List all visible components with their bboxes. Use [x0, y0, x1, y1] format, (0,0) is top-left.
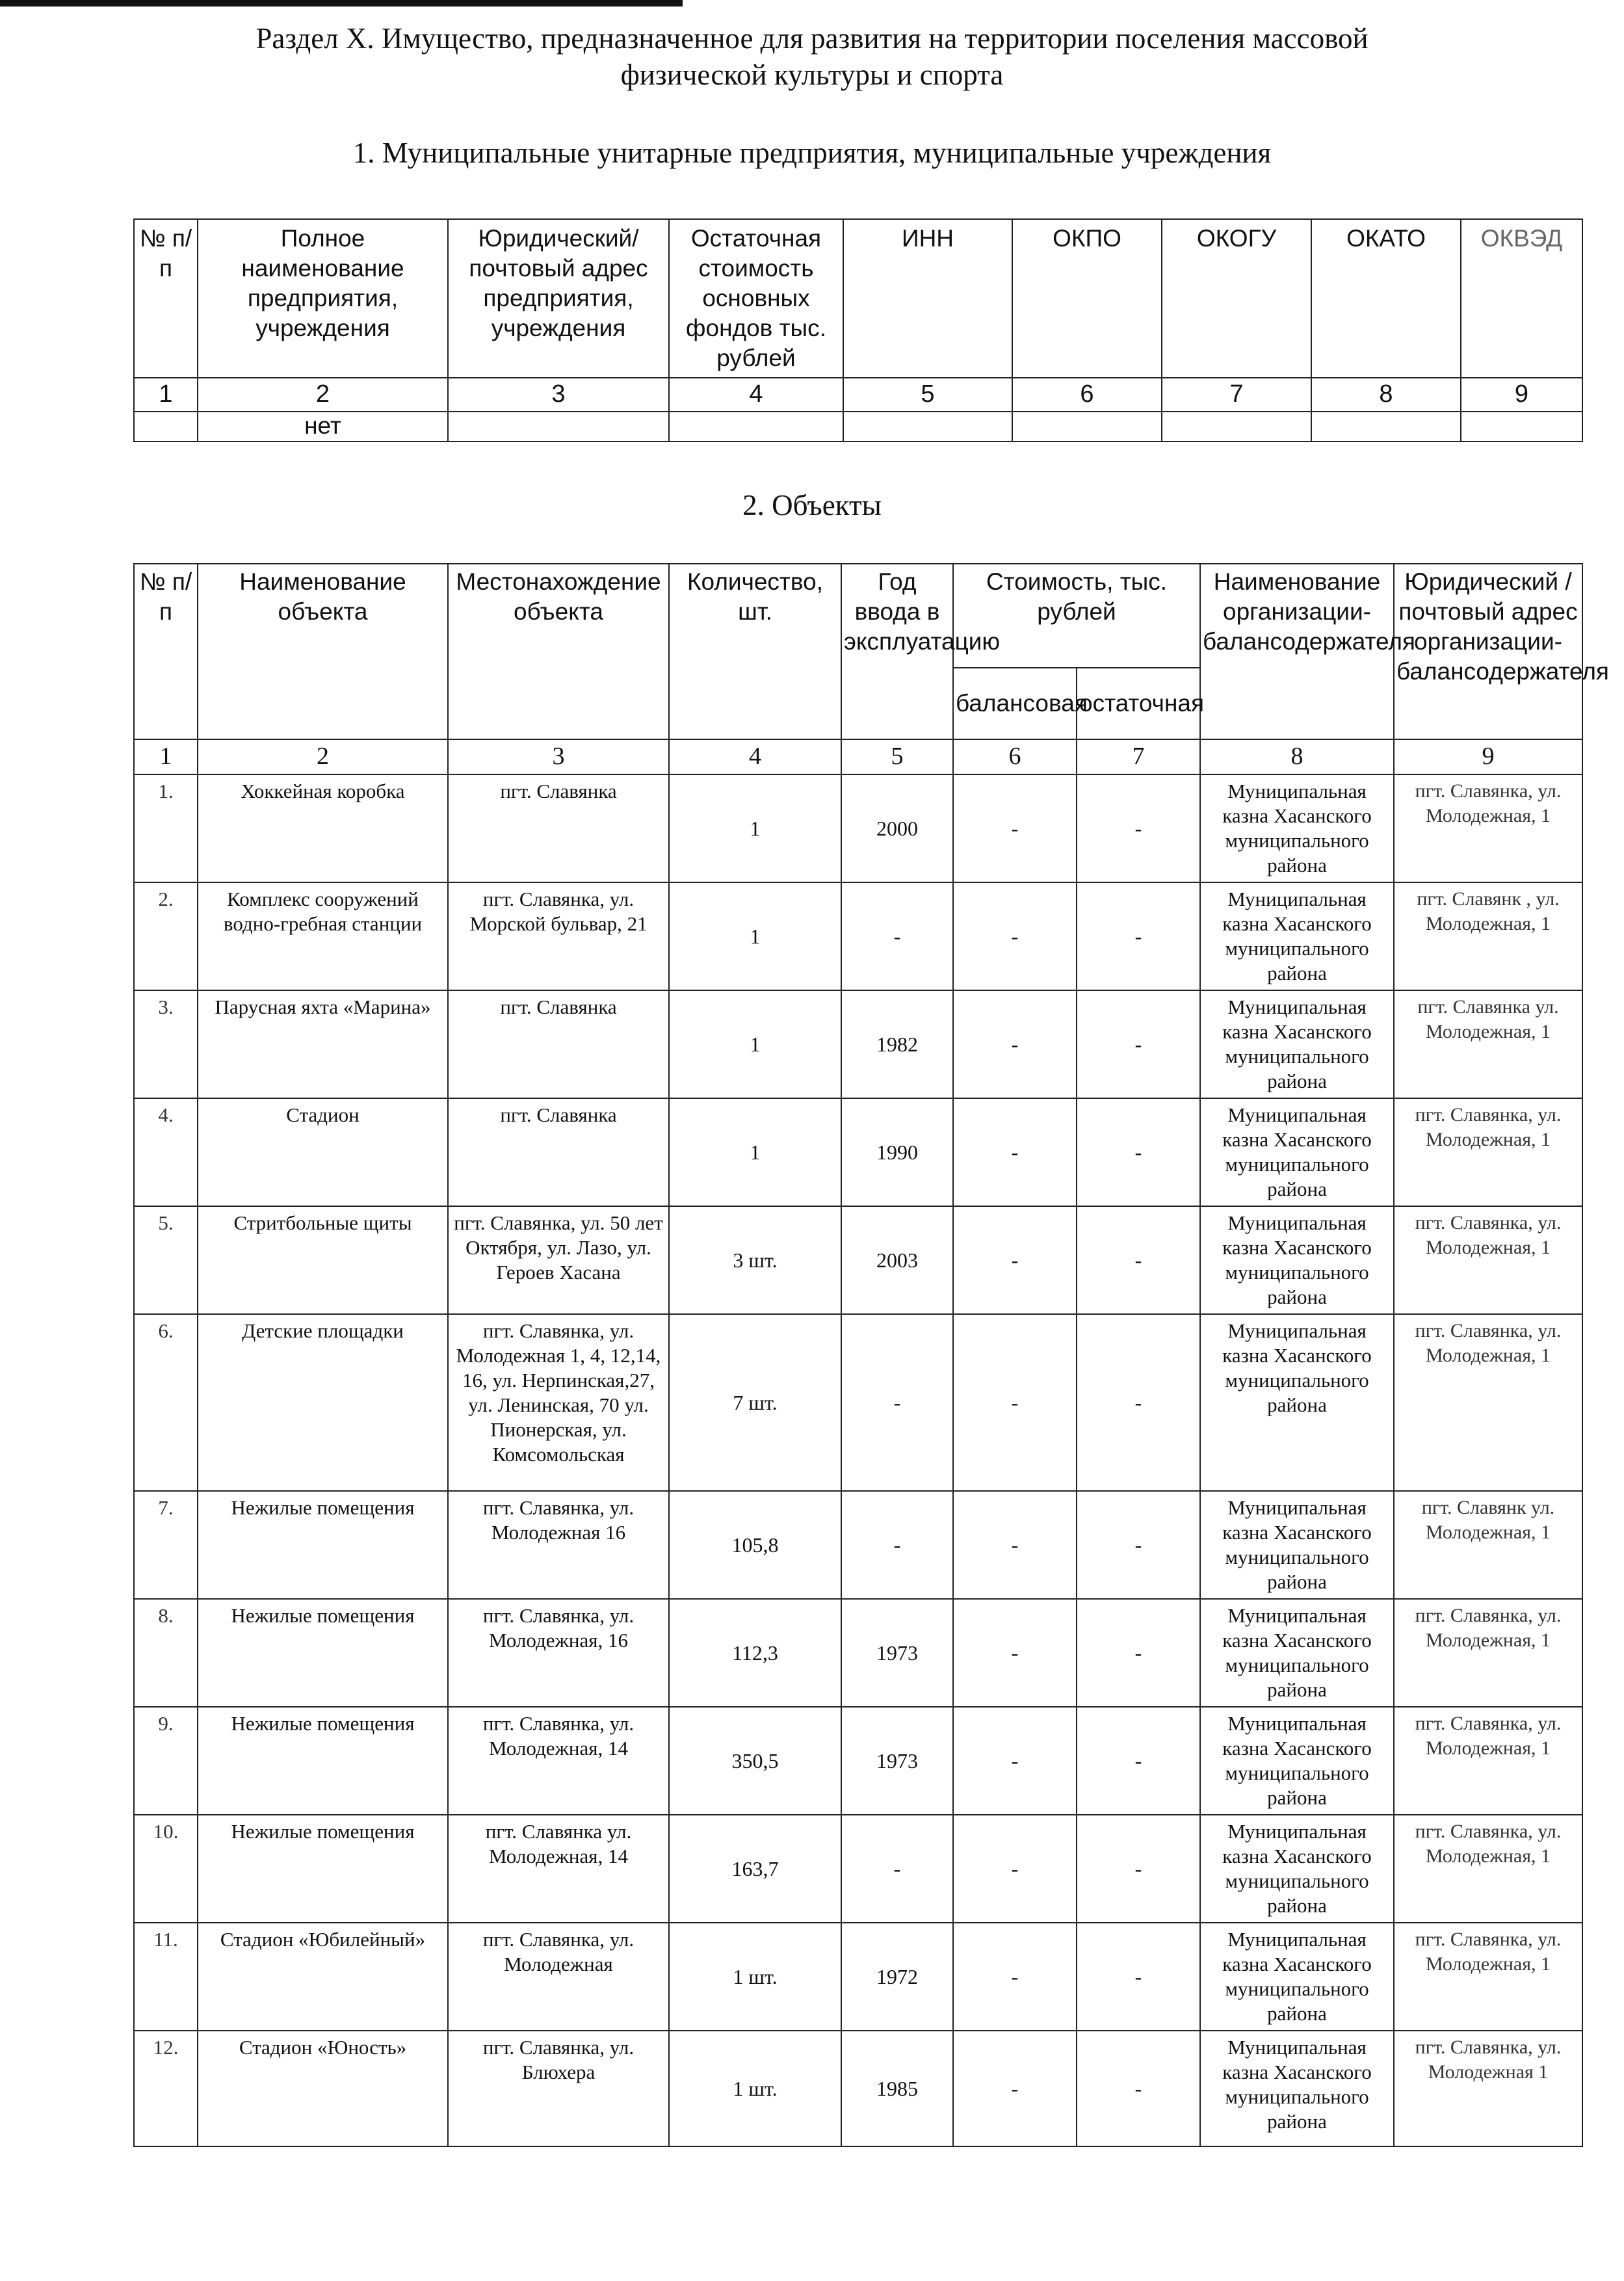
table-row	[134, 1098, 1582, 1206]
t1-col-number: 2	[198, 378, 448, 412]
t2-cell-cost-book: -	[953, 2031, 1077, 2146]
table-row	[134, 1599, 1582, 1707]
table1-number-row	[134, 378, 1582, 412]
t1-col-number: 5	[843, 378, 1012, 412]
t2-cell-org-address: пгт. Славянка, ул. Молодежная, 1	[1394, 1206, 1582, 1314]
table-row	[134, 412, 1582, 442]
t2-col-number: 2	[198, 739, 448, 774]
t1-col-number: 7	[1162, 378, 1311, 412]
table-row	[134, 990, 1582, 1098]
t2-cell-year: 1985	[841, 2031, 953, 2146]
t2-cell-num: 2.	[134, 882, 198, 990]
scan-top-line	[0, 0, 683, 7]
t2-cell-qty: 105,8	[669, 1491, 841, 1599]
t1-cell	[843, 412, 1012, 442]
t2-cell-location: пгт. Славянка, ул. Молодежная 1, 4, 12,14, 16, ул. Нерпинская,27, ул. Ленинская, 70 ул. Пионерская, ул. Комсомольская	[448, 1314, 669, 1491]
t2-cell-num: 10.	[134, 1815, 198, 1923]
t2-cell-org-address: пгт. Славянка, ул. Молодежная 1	[1394, 2031, 1582, 2146]
t2-cell-org: Муниципальная казна Хасанского муниципального района	[1200, 2031, 1394, 2146]
t2-cell-name: Нежилые помещения	[198, 1815, 448, 1923]
t2-cell-org: Муниципальная казна Хасанского муниципального района	[1200, 1707, 1394, 1815]
t2-cell-cost-book: -	[953, 1098, 1077, 1206]
t1-header-name: Полное наименование предприятия, учреждения	[198, 219, 448, 378]
t1-cell	[1461, 412, 1582, 442]
t2-cell-location: пгт. Славянка	[448, 990, 669, 1098]
t2-header-location: Местонахождение объекта	[448, 564, 669, 739]
t2-cell-org: Муниципальная казна Хасанского муниципального района	[1200, 1314, 1394, 1491]
t2-cell-num: 6.	[134, 1314, 198, 1491]
t2-cell-cost-book: -	[953, 990, 1077, 1098]
t1-header-okogu: ОКОГУ	[1162, 219, 1311, 378]
t2-header-org: Наименование организации-балансодержателя	[1200, 564, 1394, 739]
t2-cell-cost-book: -	[953, 1707, 1077, 1815]
t2-col-number: 5	[841, 739, 953, 774]
t2-cell-location: пгт. Славянка, ул. Молодежная	[448, 1923, 669, 2031]
t2-col-number: 7	[1077, 739, 1200, 774]
table1-header-row	[134, 219, 1582, 378]
t2-cell-qty: 1 шт.	[669, 1923, 841, 2031]
t2-cell-org: Муниципальная казна Хасанского муниципального района	[1200, 1599, 1394, 1707]
t2-cell-num: 12.	[134, 2031, 198, 2146]
t2-header-cost-book: балансовая	[953, 668, 1077, 739]
t2-cell-location: пгт. Славянка, ул. 50 лет Октября, ул. Лазо, ул. Героев Хасана	[448, 1206, 669, 1314]
t1-cell-name: нет	[198, 412, 448, 442]
t2-cell-year: -	[841, 1815, 953, 1923]
t2-cell-location: пгт. Славянка, ул. Молодежная, 14	[448, 1707, 669, 1815]
t1-col-number: 3	[448, 378, 669, 412]
t2-col-number: 1	[134, 739, 198, 774]
section-title-line2: физической культуры и спорта	[620, 59, 1004, 91]
t2-cell-name: Стадион «Юность»	[198, 2031, 448, 2146]
t2-header-org-address: Юридический / почтовый адрес организации-балансодержателя	[1394, 564, 1582, 739]
t2-cell-qty: 112,3	[669, 1599, 841, 1707]
t2-cell-num: 4.	[134, 1098, 198, 1206]
t2-col-number: 9	[1394, 739, 1582, 774]
t2-cell-cost-book: -	[953, 1491, 1077, 1599]
t2-col-number: 4	[669, 739, 841, 774]
t2-cell-cost-book: -	[953, 882, 1077, 990]
t2-header-num: № п/ п	[134, 564, 198, 739]
t2-cell-num: 3.	[134, 990, 198, 1098]
t2-cell-org: Муниципальная казна Хасанского муниципального района	[1200, 1923, 1394, 2031]
table-row	[134, 1923, 1582, 2031]
heading-enterprises: 1. Муниципальные унитарные предприятия, муниципальные учреждения	[352, 137, 1272, 169]
t2-cell-cost-book: -	[953, 774, 1077, 882]
section-title-line1: Раздел X. Имущество, предназначенное для развития на территории поселения массовой	[255, 22, 1369, 55]
t2-cell-cost-book: -	[953, 1815, 1077, 1923]
heading-objects: 2. Объекты	[742, 489, 882, 521]
t2-cell-year: -	[841, 1491, 953, 1599]
t1-header-address: Юридический/почтовый адрес предприятия, учреждения	[448, 219, 669, 378]
t1-cell	[1311, 412, 1461, 442]
t1-header-okato: ОКАТО	[1311, 219, 1461, 378]
t2-cell-year: -	[841, 1314, 953, 1491]
t2-cell-year: 2003	[841, 1206, 953, 1314]
t2-cell-org-address: пгт. Славянка, ул. Молодежная, 1	[1394, 1098, 1582, 1206]
t2-cell-cost-residual: -	[1077, 1599, 1200, 1707]
t1-cell	[448, 412, 669, 442]
t2-cell-num: 8.	[134, 1599, 198, 1707]
t2-cell-location: пгт. Славянка ул. Молодежная, 14	[448, 1815, 669, 1923]
t2-cell-org-address: пгт. Славянка, ул. Молодежная, 1	[1394, 774, 1582, 882]
t2-cell-num: 9.	[134, 1707, 198, 1815]
table-row	[134, 1815, 1582, 1923]
t2-cell-qty: 350,5	[669, 1707, 841, 1815]
t2-cell-num: 11.	[134, 1923, 198, 2031]
t2-header-cost-residual: остаточная	[1077, 668, 1200, 739]
t2-cell-cost-book: -	[953, 1206, 1077, 1314]
t2-cell-qty: 163,7	[669, 1815, 841, 1923]
t1-header-residual-value: Остаточная стоимость основных фондов тыс. рублей	[669, 219, 843, 378]
t1-cell	[1162, 412, 1311, 442]
t2-cell-year: 1973	[841, 1707, 953, 1815]
t2-cell-name: Парусная яхта «Марина»	[198, 990, 448, 1098]
t1-col-number: 1	[134, 378, 198, 412]
t2-cell-qty: 1 шт.	[669, 2031, 841, 2146]
t2-cell-cost-residual: -	[1077, 1815, 1200, 1923]
t1-header-okpo: ОКПО	[1012, 219, 1162, 378]
t2-cell-cost-residual: -	[1077, 1314, 1200, 1491]
t2-cell-name: Нежилые помещения	[198, 1707, 448, 1815]
table-row	[134, 774, 1582, 882]
t2-cell-cost-residual: -	[1077, 1206, 1200, 1314]
t2-cell-cost-residual: -	[1077, 1491, 1200, 1599]
t2-cell-org: Муниципальная казна Хасанского муниципального района	[1200, 882, 1394, 990]
t2-cell-year: 1990	[841, 1098, 953, 1206]
table-row	[134, 1206, 1582, 1314]
t2-cell-cost-residual: -	[1077, 2031, 1200, 2146]
t2-cell-org: Муниципальная казна Хасанского муниципального района	[1200, 1098, 1394, 1206]
t1-col-number: 8	[1311, 378, 1461, 412]
t2-cell-location: пгт. Славянка, ул. Морской бульвар, 21	[448, 882, 669, 990]
t1-col-number: 6	[1012, 378, 1162, 412]
t2-cell-cost-residual: -	[1077, 1098, 1200, 1206]
t2-cell-org: Муниципальная казна Хасанского муниципального района	[1200, 1815, 1394, 1923]
objects-table	[133, 563, 1609, 2147]
t2-cell-name: Детские площадки	[198, 1314, 448, 1491]
table-row	[134, 2031, 1582, 2146]
t1-cell	[669, 412, 843, 442]
t2-cell-location: пгт. Славянка	[448, 774, 669, 882]
t2-header-year: Год ввода в эксплуатацию	[841, 564, 953, 739]
t2-cell-org-address: пгт. Славянка, ул. Молодежная, 1	[1394, 1599, 1582, 1707]
t2-cell-location: пгт. Славянка, ул. Молодежная 16	[448, 1491, 669, 1599]
table-row	[134, 882, 1582, 990]
t2-cell-num: 7.	[134, 1491, 198, 1599]
t2-cell-name: Нежилые помещения	[198, 1491, 448, 1599]
t1-header-okved: ОКВЭД	[1461, 219, 1582, 378]
t2-cell-qty: 1	[669, 1098, 841, 1206]
t2-cell-name: Хоккейная коробка	[198, 774, 448, 882]
t2-cell-cost-residual: -	[1077, 1707, 1200, 1815]
t2-col-number: 6	[953, 739, 1077, 774]
t2-cell-org-address: пгт. Славянка ул. Молодежная, 1	[1394, 990, 1582, 1098]
t2-cell-num: 5.	[134, 1206, 198, 1314]
t2-col-number: 3	[448, 739, 669, 774]
t2-cell-cost-book: -	[953, 1599, 1077, 1707]
t2-cell-qty: 1	[669, 774, 841, 882]
t1-cell	[1012, 412, 1162, 442]
t2-cell-org-address: пгт. Славянка, ул. Молодежная, 1	[1394, 1314, 1582, 1491]
table2-number-row	[134, 739, 1582, 774]
t2-cell-cost-residual: -	[1077, 882, 1200, 990]
t2-header-qty: Количество, шт.	[669, 564, 841, 739]
t2-cell-num: 1.	[134, 774, 198, 882]
t2-header-cost: Стоимость, тыс. рублей	[953, 564, 1200, 668]
t2-cell-org-address: пгт. Славянка, ул. Молодежная, 1	[1394, 1923, 1582, 2031]
t2-cell-qty: 3 шт.	[669, 1206, 841, 1314]
t2-header-name: Наименование объекта	[198, 564, 448, 739]
t2-cell-year: 2000	[841, 774, 953, 882]
t2-cell-year: 1982	[841, 990, 953, 1098]
t2-cell-org-address: пгт. Славянк , ул. Молодежная, 1	[1394, 882, 1582, 990]
t2-cell-location: пгт. Славянка, ул. Молодежная, 16	[448, 1599, 669, 1707]
t1-col-number: 9	[1461, 378, 1582, 412]
objects-table-body	[134, 774, 1582, 2146]
t2-cell-name: Комплекс сооружений водно-гребная станции	[198, 882, 448, 990]
t2-cell-cost-residual: -	[1077, 990, 1200, 1098]
t1-header-inn: ИНН	[843, 219, 1012, 378]
table-row	[134, 1491, 1582, 1599]
table-row	[134, 1707, 1582, 1815]
t2-cell-cost-book: -	[953, 1923, 1077, 2031]
t2-cell-name: Стадион	[198, 1098, 448, 1206]
t2-cell-year: -	[841, 882, 953, 990]
t2-cell-year: 1972	[841, 1923, 953, 2031]
t2-cell-location: пгт. Славянка	[448, 1098, 669, 1206]
t2-cell-year: 1973	[841, 1599, 953, 1707]
table2-header-row	[134, 564, 1582, 668]
t2-cell-cost-residual: -	[1077, 774, 1200, 882]
t2-cell-org-address: пгт. Славянка, ул. Молодежная, 1	[1394, 1707, 1582, 1815]
t2-cell-org: Муниципальная казна Хасанского муниципального района	[1200, 990, 1394, 1098]
enterprises-table	[133, 218, 1583, 442]
t2-cell-cost-book: -	[953, 1314, 1077, 1491]
t1-header-num: № п/ п	[134, 219, 198, 378]
t2-cell-name: Стадион «Юбилейный»	[198, 1923, 448, 2031]
t1-col-number: 4	[669, 378, 843, 412]
t2-cell-org: Муниципальная казна Хасанского муниципального района	[1200, 1491, 1394, 1599]
t2-cell-qty: 1	[669, 990, 841, 1098]
t2-cell-org-address: пгт. Славянк ул. Молодежная, 1	[1394, 1491, 1582, 1599]
t2-cell-qty: 1	[669, 882, 841, 990]
t2-cell-name: Стритбольные щиты	[198, 1206, 448, 1314]
t2-cell-location: пгт. Славянка, ул. Блюхера	[448, 2031, 669, 2146]
table-row	[134, 1314, 1582, 1491]
t2-cell-org: Муниципальная казна Хасанского муниципального района	[1200, 774, 1394, 882]
t2-cell-qty: 7 шт.	[669, 1314, 841, 1491]
t2-cell-org-address: пгт. Славянка, ул. Молодежная, 1	[1394, 1815, 1582, 1923]
t2-cell-cost-residual: -	[1077, 1923, 1200, 2031]
t2-cell-name: Нежилые помещения	[198, 1599, 448, 1707]
t2-cell-org: Муниципальная казна Хасанского муниципального района	[1200, 1206, 1394, 1314]
t2-col-number: 8	[1200, 739, 1394, 774]
t1-cell	[134, 412, 198, 442]
